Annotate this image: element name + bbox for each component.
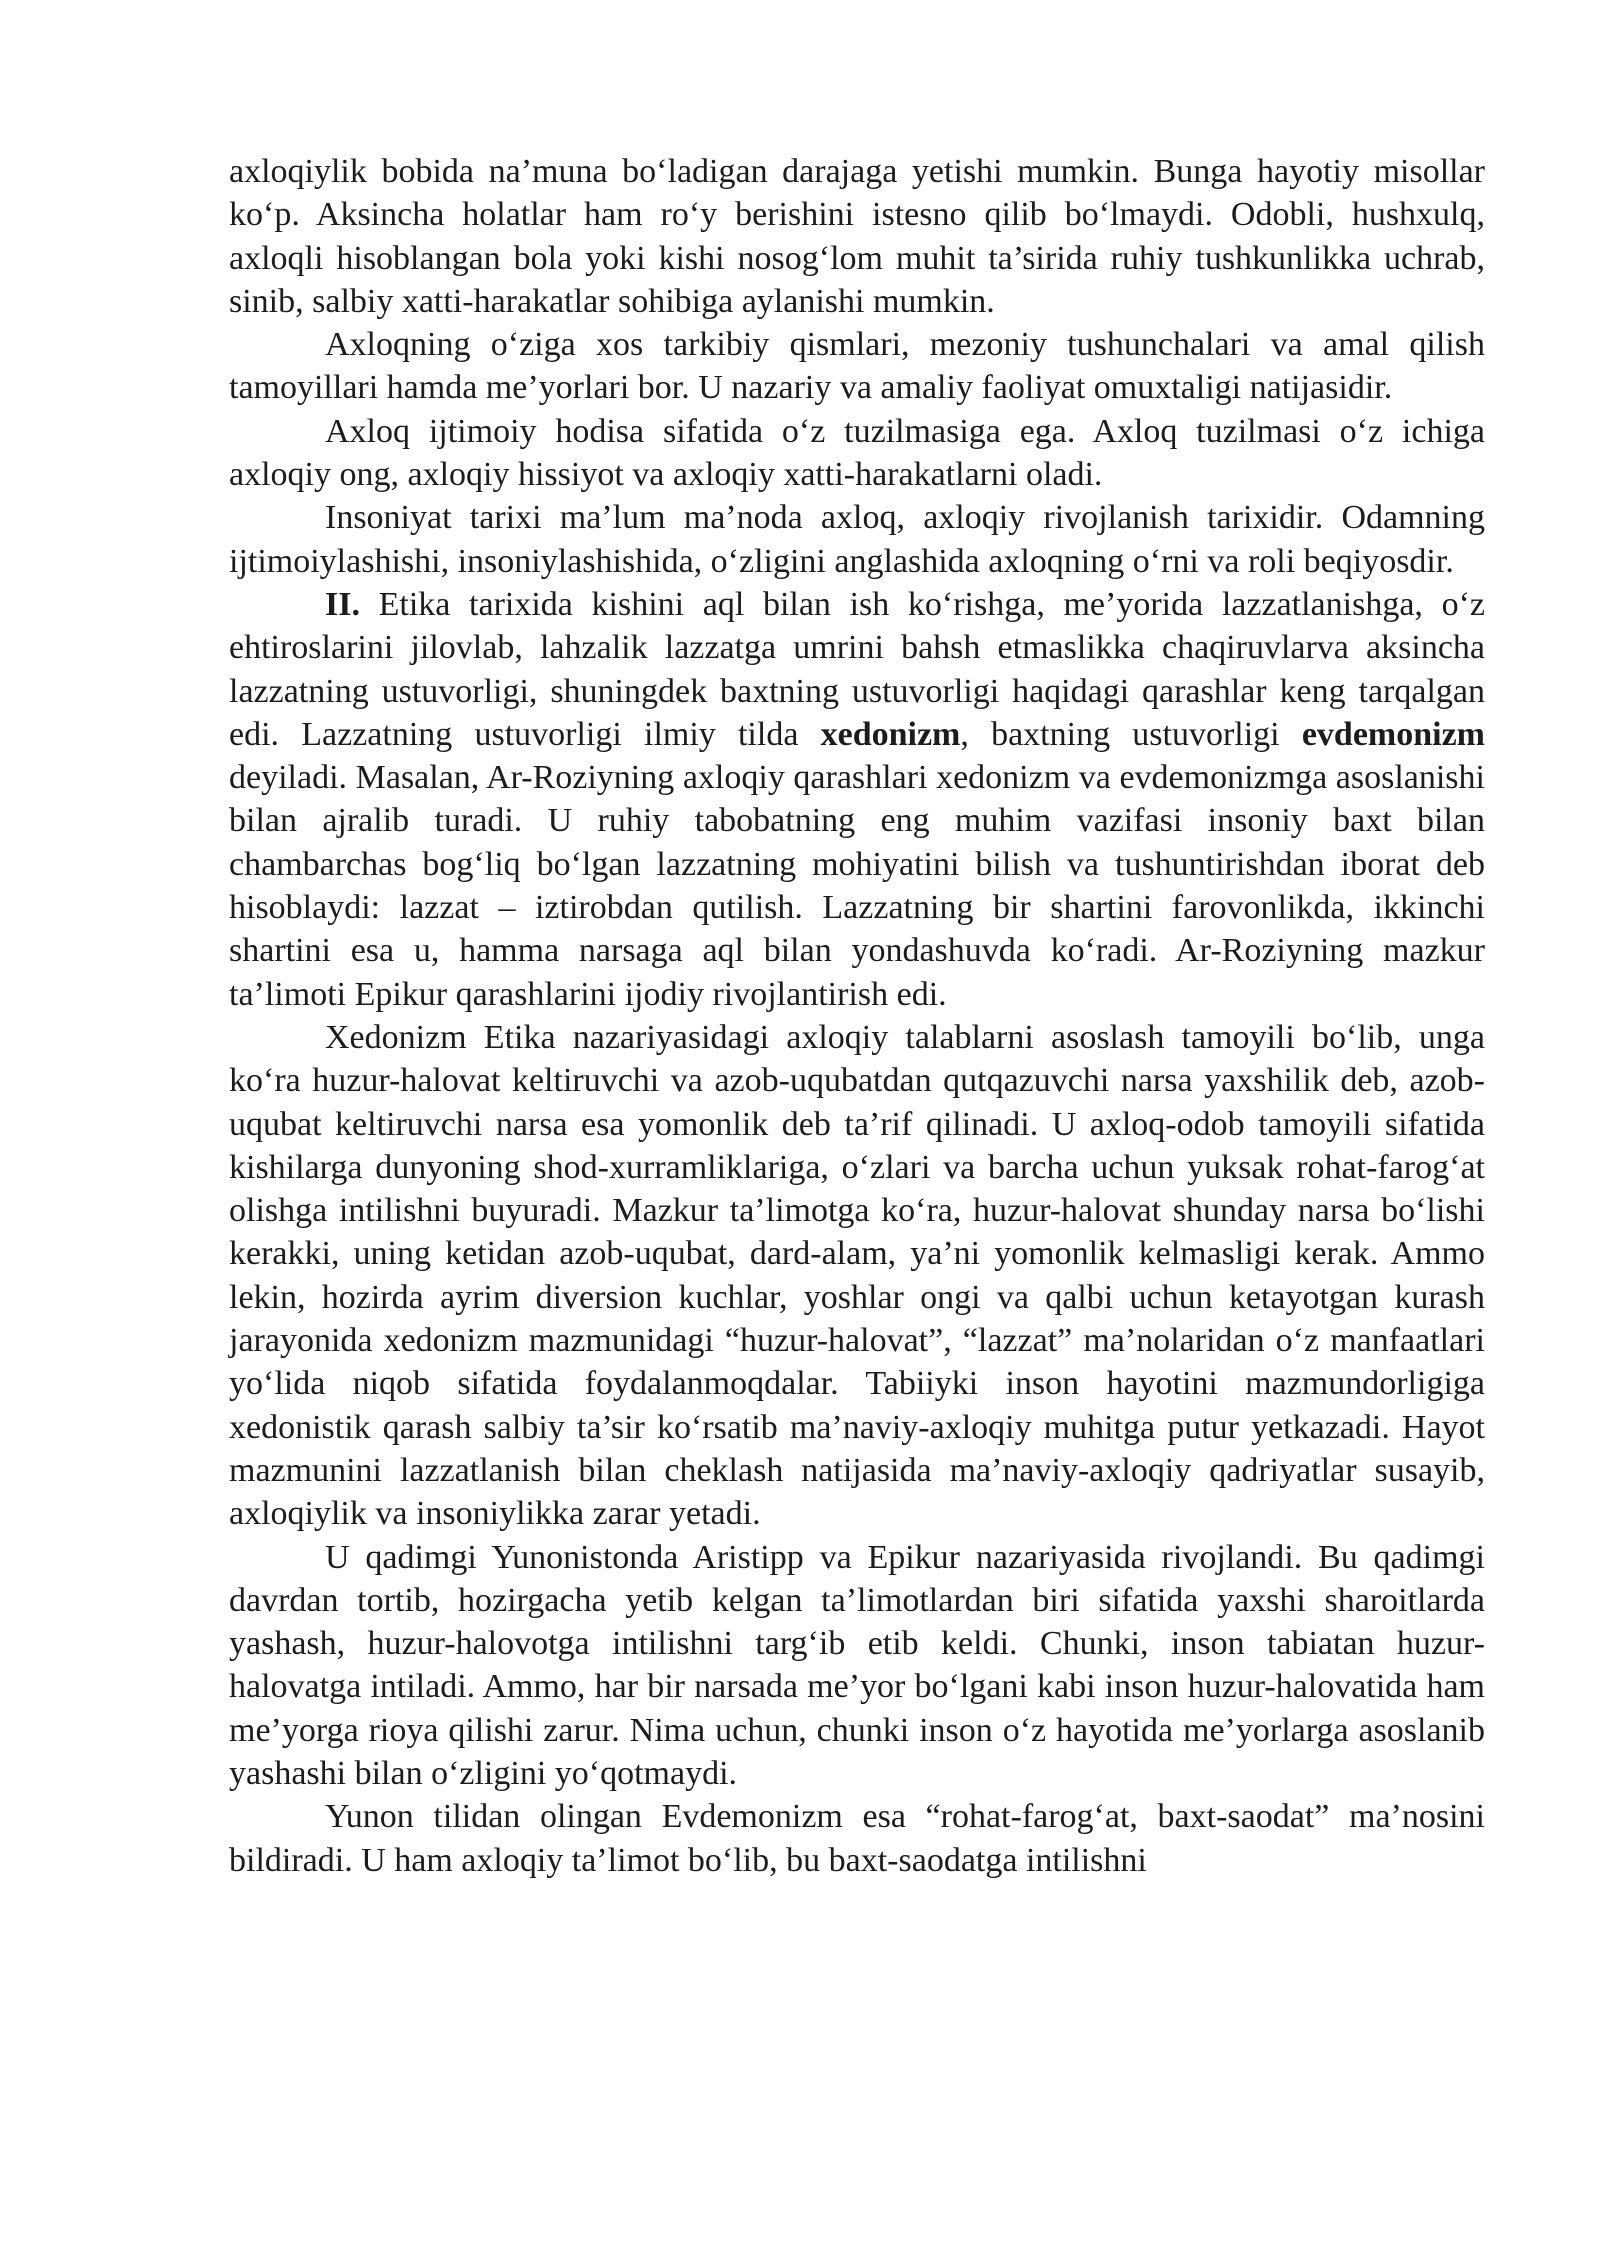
paragraph-4-text: Insoniyat tarixi ma’lum ma’noda axloq, axloqiy rivojlanish tarixidir. Odamning ijtimoiylashishi, insoniylashishida, o‘zligini anglashida axloqning o‘rni va roli beqiyosdir.	[229, 499, 1485, 580]
document-page	[229, 150, 1485, 1882]
term-xedonizm-bold: xedonizm	[820, 715, 961, 753]
section-number-bold: II.	[325, 585, 360, 623]
paragraph-1-text: axloqiylik bobida na’muna bo‘ladigan darajaga yetishi mumkin. Bunga hayotiy misollar ko‘p. Aksincha holatlar ham ro‘y berishini istesno qilib bo‘lmaydi. Odobli, hushxulq, axloqli hisoblangan bola yoki kishi nosog‘lom muhit ta’sirida ruhiy tushkunlikka uchrab, sinib, salbiy xatti-harakatlar sohibiga aylanishi mumkin.	[229, 153, 1485, 320]
paragraph-6-text: Xedonizm Etika nazariyasidagi axloqiy talablarni asoslash tamoyili bo‘lib, unga ko‘ra huzur-halovat keltiruvchi va azob-uqubatdan qutqazuvchi narsa yaxshilik deb, azob-uqubat keltiruvchi narsa esa yomonlik deb ta’rif qilinadi. U axloq-odob tamoyili sifatida kishilarga dunyoning shod-xurramliklariga, o‘zlari va barcha uchun yuksak rohat-farog‘at olishga intilishni buyuradi. Mazkur ta’limotga ko‘ra, huzur-halovat shunday narsa bo‘lishi kerakki, uning ketidan azob-uqubat, dard-alam, ya’ni yomonlik kelmasligi kerak. Ammo lekin, hozirda ayrim diversion kuchlar, yoshlar ongi va qalbi uchun ketayotgan kurash jarayonida xedonizm mazmunidagi “huzur-halovat”, “lazzat” ma’nolaridan o‘z manfaatlari yo‘lida niqob sifatida foydalanmoqdalar. Tabiiyki inson hayotini mazmundorligiga xedonistik qarash salbiy ta’sir ko‘rsatib ma’naviy-axloqiy muhitga putur yetkazadi. Hayot mazmunini lazzatlanish bilan cheklash natijasida ma’naviy-axloqiy qadriyatlar susayib, axloqiylik va insoniylikka zarar yetadi.	[229, 1018, 1485, 1533]
paragraph-3	[229, 410, 1485, 497]
paragraph-5-text-a: Etika tarixida kishini aql bilan ish ko‘rishga, me’yorida lazzatlanishga, o‘z ehtiroslarini jilovlab, lahzalik lazzatga umrini bahsh etmaslikka chaqiruvlarva aksincha lazzatning ustuvorligi, shuningdek baxtning ustuvorligi haqidagi qarashlar keng tarqalgan edi. Lazzatning ustuvorligi ilmiy tilda	[229, 585, 1485, 753]
paragraph-2-text: Axloqning o‘ziga xos tarkibiy qismlari, mezoniy tushunchalari va amal qilish tamoyillari hamda me’yorlari bor. U nazariy va amaliy faoliyat omuxtaligi natijasidir.	[229, 326, 1485, 407]
paragraph-8	[229, 1795, 1485, 1882]
paragraph-7-text: U qadimgi Yunonistonda Aristipp va Epikur nazariyasida rivojlandi. Bu qadimgi davrdan tortib, hozirgacha yetib kelgan ta’limotlardan biri sifatida yaxshi sharoitlarda yashash, huzur-halovotga intilishni targ‘ib etib keldi. Chunki, inson tabiatan huzur-halovatga intiladi. Ammo, har bir narsada me’yor bo‘lgani kabi inson huzur-halovatida ham me’yorga rioya qilishi zarur. Nima uchun, chunki inson o‘z hayotida me’yorlarga asoslanib yashashi bilan o‘zligini yo‘qotmaydi.	[229, 1538, 1485, 1792]
paragraph-5-text-c: deyiladi. Masalan, Ar-Roziyning axloqiy qarashlari xedonizm va evdemonizmga asoslanishi bilan ajralib turadi. U ruhiy tabobatning eng muhim vazifasi insoniy baxt bilan chambarchas bog‘liq bo‘lgan lazzatning mohiyatini bilish va tushuntirishdan iborat deb hisoblaydi: lazzat – iztirobdan qutilish. Lazzatning bir shartini farovonlikda, ikkinchi shartini esa u, hamma narsaga aql bilan yondashuvda ko‘radi. Ar-Roziyning mazkur ta’limoti Epikur qarashlarini ijodiy rivojlantirish edi.	[229, 759, 1485, 1013]
paragraph-4	[229, 496, 1485, 583]
paragraph-2	[229, 323, 1485, 410]
paragraph-1	[229, 150, 1485, 323]
term-evdemonizm-bold: evdemonizm	[1301, 715, 1485, 753]
paragraph-5	[229, 583, 1485, 1016]
paragraph-3-text: Axloq ijtimoiy hodisa sifatida o‘z tuzilmasiga ega. Axloq tuzilmasi o‘z ichiga axloqiy ong, axloqiy hissiyot va axloqiy xatti-harakatlarni oladi.	[229, 412, 1485, 494]
paragraph-8-text: Yunon tilidan olingan Evdemonizm esa “rohat-farog‘at, baxt-saodat” ma’nosini bildiradi. U ham axloqiy ta’limot bo‘lib, bu baxt-saodatga intilishni	[229, 1798, 1485, 1879]
paragraph-7	[229, 1536, 1485, 1796]
paragraph-5-text-b: , baxtning ustuvorligi	[960, 715, 1302, 753]
paragraph-6	[229, 1016, 1485, 1536]
